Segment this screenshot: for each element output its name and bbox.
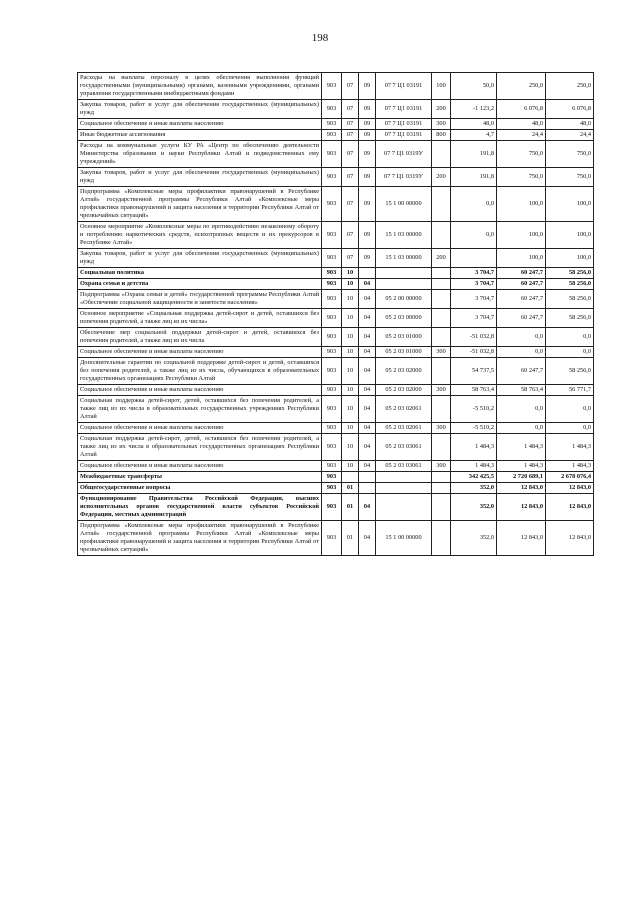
target-article-cell: 05 2 03 03061 [376,461,432,472]
amount-year-3-cell: 58 256,0 [546,358,594,385]
subsection-code-cell: 09 [359,168,376,187]
expense-name-cell: Социальное обеспечение и иные выплаты населению [78,119,322,130]
section-code-cell [342,472,359,483]
admin-code-cell: 903 [322,222,342,249]
amount-year-2-cell: 100,0 [497,249,546,268]
admin-code-cell: 903 [322,358,342,385]
target-article-cell: 07 7 Ц1 0319У [376,168,432,187]
section-code-cell: 01 [342,494,359,521]
expense-type-cell: 300 [432,385,451,396]
table-row [78,119,594,130]
table-row [78,279,594,290]
amount-year-3-cell: 48,0 [546,119,594,130]
section-code-cell: 10 [342,268,359,279]
section-code-cell: 07 [342,119,359,130]
target-article-cell: 05 2 03 02061 [376,396,432,423]
expense-name-cell: Охрана семьи и детства [78,279,322,290]
target-article-cell: 05 2 03 02000 [376,385,432,396]
section-code-cell: 07 [342,222,359,249]
amount-change-cell: 342 425,5 [451,472,497,483]
table-row [78,187,594,222]
expense-name-cell: Расходы на коммунальные услуги КУ РА «Центр по обеспечению деятельности Министерства образования и науки Республики Алтай и подведомственных ему учреждений» [78,141,322,168]
amount-change-cell: -51 032,8 [451,328,497,347]
expense-type-cell [432,358,451,385]
table-row [78,328,594,347]
amount-year-2-cell: 60 247,7 [497,279,546,290]
expense-name-cell: Социальная поддержка детей-сирот, детей, оставшихся без попечения родителей, а также лиц из их числа в образовательных государственных организациях Республики Алтай [78,434,322,461]
amount-year-2-cell: 1 484,3 [497,434,546,461]
admin-code-cell: 903 [322,249,342,268]
section-code-cell: 07 [342,168,359,187]
admin-code-cell: 903 [322,141,342,168]
amount-year-3-cell: 12 843,0 [546,494,594,521]
amount-year-3-cell: 0,0 [546,396,594,423]
section-code-cell: 01 [342,483,359,494]
table-row [78,494,594,521]
section-code-cell: 07 [342,141,359,168]
expense-type-cell: 200 [432,249,451,268]
target-article-cell [376,472,432,483]
section-code-cell: 10 [342,358,359,385]
table-row [78,347,594,358]
table-row [78,100,594,119]
expense-type-cell [432,483,451,494]
table-row [78,290,594,309]
expense-name-cell: Общегосударственные вопросы [78,483,322,494]
expense-type-cell: 800 [432,130,451,141]
amount-year-3-cell: 250,0 [546,73,594,100]
target-article-cell: 05 2 03 01000 [376,328,432,347]
amount-year-2-cell: 100,0 [497,222,546,249]
amount-year-3-cell: 0,0 [546,423,594,434]
amount-change-cell: 58 763,4 [451,385,497,396]
amount-year-3-cell: 24,4 [546,130,594,141]
amount-year-2-cell: 100,0 [497,187,546,222]
amount-year-2-cell: 60 247,7 [497,290,546,309]
admin-code-cell: 903 [322,279,342,290]
expense-type-cell: 100 [432,73,451,100]
section-code-cell: 07 [342,130,359,141]
table-row [78,268,594,279]
subsection-code-cell: 09 [359,141,376,168]
amount-change-cell: 54 737,5 [451,358,497,385]
amount-year-2-cell: 0,0 [497,328,546,347]
table-row [78,521,594,556]
table-row [78,358,594,385]
target-article-cell [376,279,432,290]
subsection-code-cell: 04 [359,434,376,461]
target-article-cell: 05 2 03 02000 [376,358,432,385]
target-article-cell: 05 2 03 01000 [376,347,432,358]
budget-table [77,72,594,556]
amount-year-2-cell: 0,0 [497,347,546,358]
expense-name-cell: Социальное обеспечение и иные выплаты населению [78,347,322,358]
expense-type-cell: 200 [432,100,451,119]
target-article-cell: 15 1 00 00000 [376,521,432,556]
admin-code-cell: 903 [322,521,342,556]
amount-change-cell: 1 484,3 [451,461,497,472]
expense-type-cell [432,268,451,279]
table-row [78,73,594,100]
admin-code-cell: 903 [322,268,342,279]
admin-code-cell: 903 [322,494,342,521]
amount-change-cell: 352,0 [451,483,497,494]
target-article-cell: 07 7 Ц1 03191 [376,130,432,141]
target-article-cell [376,483,432,494]
amount-year-2-cell: 60 247,7 [497,358,546,385]
amount-year-2-cell: 48,0 [497,119,546,130]
subsection-code-cell [359,472,376,483]
amount-change-cell: 48,0 [451,119,497,130]
amount-change-cell: 3 704,7 [451,290,497,309]
table-row [78,141,594,168]
expense-type-cell [432,521,451,556]
amount-year-2-cell: 24,4 [497,130,546,141]
amount-change-cell: -5 510,2 [451,423,497,434]
target-article-cell: 15 1 00 00000 [376,187,432,222]
amount-year-3-cell: 12 843,0 [546,521,594,556]
expense-type-cell [432,309,451,328]
section-code-cell: 10 [342,423,359,434]
section-code-cell: 07 [342,73,359,100]
expense-type-cell [432,396,451,423]
amount-year-3-cell: 0,0 [546,328,594,347]
section-code-cell: 07 [342,187,359,222]
table-row [78,472,594,483]
section-code-cell: 01 [342,521,359,556]
expense-type-cell [432,290,451,309]
subsection-code-cell: 09 [359,187,376,222]
table-row [78,222,594,249]
subsection-code-cell: 04 [359,328,376,347]
admin-code-cell: 903 [322,187,342,222]
target-article-cell: 07 7 Ц1 0319У [376,141,432,168]
target-article-cell [376,268,432,279]
expense-type-cell: 300 [432,119,451,130]
amount-year-3-cell: 100,0 [546,187,594,222]
admin-code-cell: 903 [322,385,342,396]
amount-year-2-cell: 12 843,0 [497,483,546,494]
section-code-cell: 10 [342,461,359,472]
subsection-code-cell [359,483,376,494]
amount-change-cell: 3 704,7 [451,268,497,279]
admin-code-cell: 903 [322,290,342,309]
expense-name-cell: Межбюджетные трансферты [78,472,322,483]
subsection-code-cell: 09 [359,73,376,100]
target-article-cell: 05 2 03 02061 [376,423,432,434]
amount-change-cell: 191,8 [451,168,497,187]
target-article-cell: 07 7 Ц1 03191 [376,119,432,130]
admin-code-cell: 903 [322,347,342,358]
target-article-cell: 05 2 00 00000 [376,290,432,309]
amount-year-2-cell: 12 843,0 [497,521,546,556]
expense-type-cell [432,434,451,461]
admin-code-cell: 903 [322,73,342,100]
expense-name-cell: Социальная политика [78,268,322,279]
admin-code-cell: 903 [322,434,342,461]
amount-year-2-cell: 0,0 [497,423,546,434]
expense-name-cell: Подпрограмма «Комплексные меры профилактики правонарушений в Республике Алтай» государственной программы Республики Алтай «Комплексные меры профилактики правонарушений и защита населения и территории Республики Алтай от чрезвычайных ситуаций» [78,187,322,222]
expense-type-cell [432,494,451,521]
amount-change-cell: 0,0 [451,187,497,222]
expense-type-cell [432,187,451,222]
admin-code-cell: 903 [322,130,342,141]
expense-name-cell: Закупка товаров, работ и услуг для обеспечения государственных (муниципальных) нужд [78,249,322,268]
amount-year-2-cell: 250,0 [497,73,546,100]
table-row [78,249,594,268]
target-article-cell: 07 7 Ц1 03191 [376,73,432,100]
expense-name-cell: Социальное обеспечение и иные выплаты населению [78,423,322,434]
subsection-code-cell: 04 [359,385,376,396]
expense-type-cell: 300 [432,461,451,472]
subsection-code-cell: 04 [359,347,376,358]
expense-name-cell: Функционирование Правительства Российской Федерации, высших исполнительных органов государственной власти субъектов Российской Федерации, местных администраций [78,494,322,521]
amount-year-3-cell: 58 256,0 [546,279,594,290]
admin-code-cell: 903 [322,168,342,187]
amount-year-3-cell: 100,0 [546,249,594,268]
amount-change-cell: -5 510,2 [451,396,497,423]
section-code-cell: 10 [342,434,359,461]
target-article-cell [376,494,432,521]
amount-year-3-cell: 58 256,0 [546,290,594,309]
subsection-code-cell: 04 [359,309,376,328]
table-row [78,396,594,423]
subsection-code-cell: 09 [359,119,376,130]
amount-year-2-cell: 2 720 689,1 [497,472,546,483]
expense-name-cell: Расходы на выплаты персоналу в целях обеспечения выполнения функций государственными (муниципальными) органами, казенными учреждениями, органами управления государственными внебюджетными фондами [78,73,322,100]
subsection-code-cell: 04 [359,494,376,521]
table-row [78,423,594,434]
amount-year-2-cell: 58 763,4 [497,385,546,396]
expense-type-cell [432,141,451,168]
amount-year-2-cell: 750,0 [497,141,546,168]
amount-change-cell: 4,7 [451,130,497,141]
table-row [78,385,594,396]
subsection-code-cell: 09 [359,249,376,268]
amount-change-cell: 352,0 [451,494,497,521]
admin-code-cell: 903 [322,472,342,483]
target-article-cell: 07 7 Ц1 03191 [376,100,432,119]
subsection-code-cell: 09 [359,130,376,141]
amount-year-2-cell: 6 076,8 [497,100,546,119]
amount-change-cell: 0,0 [451,222,497,249]
table-row [78,483,594,494]
expense-type-cell [432,222,451,249]
expense-type-cell [432,279,451,290]
admin-code-cell: 903 [322,100,342,119]
target-article-cell: 05 2 03 00000 [376,309,432,328]
amount-year-3-cell: 2 678 076,4 [546,472,594,483]
expense-type-cell: 300 [432,347,451,358]
amount-change-cell [451,249,497,268]
amount-change-cell: 191,8 [451,141,497,168]
admin-code-cell: 903 [322,461,342,472]
section-code-cell: 07 [342,100,359,119]
table-row [78,130,594,141]
amount-change-cell: 3 704,7 [451,309,497,328]
subsection-code-cell: 04 [359,279,376,290]
expense-name-cell: Подпрограмма «Охрана семьи и детей» государственной программы Республики Алтай «Обеспечение социальной защищенности и занятости населения» [78,290,322,309]
section-code-cell: 10 [342,385,359,396]
amount-change-cell: 50,0 [451,73,497,100]
subsection-code-cell: 09 [359,222,376,249]
subsection-code-cell: 04 [359,423,376,434]
amount-change-cell: 352,0 [451,521,497,556]
section-code-cell: 10 [342,279,359,290]
amount-year-3-cell: 6 076,8 [546,100,594,119]
table-row [78,434,594,461]
admin-code-cell: 903 [322,396,342,423]
amount-year-2-cell: 60 247,7 [497,309,546,328]
subsection-code-cell: 04 [359,358,376,385]
subsection-code-cell: 04 [359,396,376,423]
section-code-cell: 10 [342,309,359,328]
subsection-code-cell: 04 [359,521,376,556]
amount-year-3-cell: 1 484,3 [546,434,594,461]
amount-year-3-cell: 750,0 [546,168,594,187]
expense-name-cell: Подпрограмма «Комплексные меры профилактики правонарушений в Республике Алтай» государственной программы Республики Алтай «Комплексные меры профилактики правонарушений и защита населения и территории Республики Алтай от чрезвычайных ситуаций» [78,521,322,556]
amount-year-3-cell: 100,0 [546,222,594,249]
section-code-cell: 10 [342,347,359,358]
expense-type-cell [432,328,451,347]
subsection-code-cell: 04 [359,290,376,309]
amount-change-cell: 3 704,7 [451,279,497,290]
amount-year-2-cell: 0,0 [497,396,546,423]
amount-change-cell: -1 123,2 [451,100,497,119]
table-row [78,461,594,472]
amount-year-2-cell: 750,0 [497,168,546,187]
amount-year-2-cell: 1 484,3 [497,461,546,472]
expense-name-cell: Социальное обеспечение и иные выплаты населению [78,461,322,472]
subsection-code-cell [359,268,376,279]
amount-year-2-cell: 12 843,0 [497,494,546,521]
amount-year-3-cell: 1 484,3 [546,461,594,472]
section-code-cell: 10 [342,290,359,309]
expense-name-cell: Основное мероприятие «Комплексные меры по противодействию незаконному обороту и потреблению наркотических средств, психотропных веществ и их прекурсоров в Республике Алтай» [78,222,322,249]
expense-type-cell: 300 [432,423,451,434]
expense-name-cell: Социальное обеспечение и иные выплаты населению [78,385,322,396]
target-article-cell: 15 1 03 00000 [376,249,432,268]
amount-year-3-cell: 750,0 [546,141,594,168]
target-article-cell: 15 1 03 00000 [376,222,432,249]
amount-year-3-cell: 56 771,7 [546,385,594,396]
admin-code-cell: 903 [322,423,342,434]
section-code-cell: 10 [342,396,359,423]
amount-year-3-cell: 0,0 [546,347,594,358]
table-row [78,168,594,187]
expense-type-cell: 200 [432,168,451,187]
target-article-cell: 05 2 03 03061 [376,434,432,461]
admin-code-cell: 903 [322,309,342,328]
expense-name-cell: Иные бюджетные ассигнования [78,130,322,141]
expense-name-cell: Обеспечение мер социальной поддержки детей-сирот и детей, оставшихся без попечения родителей, а также лиц из их числа [78,328,322,347]
expense-name-cell: Социальная поддержка детей-сирот, детей, оставшихся без попечения родителей, а также лиц из их числа в образовательных государственных учреждениях Республики Алтай [78,396,322,423]
amount-year-3-cell: 58 256,0 [546,268,594,279]
amount-change-cell: -51 032,8 [451,347,497,358]
page-number: 198 [311,32,329,44]
amount-year-3-cell: 12 843,0 [546,483,594,494]
amount-change-cell: 1 484,3 [451,434,497,461]
subsection-code-cell: 04 [359,461,376,472]
admin-code-cell: 903 [322,119,342,130]
expense-name-cell: Закупка товаров, работ и услуг для обеспечения государственных (муниципальных) нужд [78,100,322,119]
expense-type-cell [432,472,451,483]
expense-name-cell: Основное мероприятие «Социальная поддержка детей-сирот и детей, оставшихся без попечения родителей, а также лиц из их числа» [78,309,322,328]
section-code-cell: 10 [342,328,359,347]
table-body [78,73,594,556]
admin-code-cell: 903 [322,483,342,494]
amount-year-2-cell: 60 247,7 [497,268,546,279]
expense-name-cell: Дополнительные гарантии по социальной поддержке детей-сирот и детей, оставшихся без попечения родителей, а также лиц из их числа, обучающихся в образовательных государственных организациях Республики Алтай [78,358,322,385]
admin-code-cell: 903 [322,328,342,347]
amount-year-3-cell: 58 256,0 [546,309,594,328]
expense-name-cell: Закупка товаров, работ и услуг для обеспечения государственных (муниципальных) нужд [78,168,322,187]
table-row [78,309,594,328]
section-code-cell: 07 [342,249,359,268]
subsection-code-cell: 09 [359,100,376,119]
